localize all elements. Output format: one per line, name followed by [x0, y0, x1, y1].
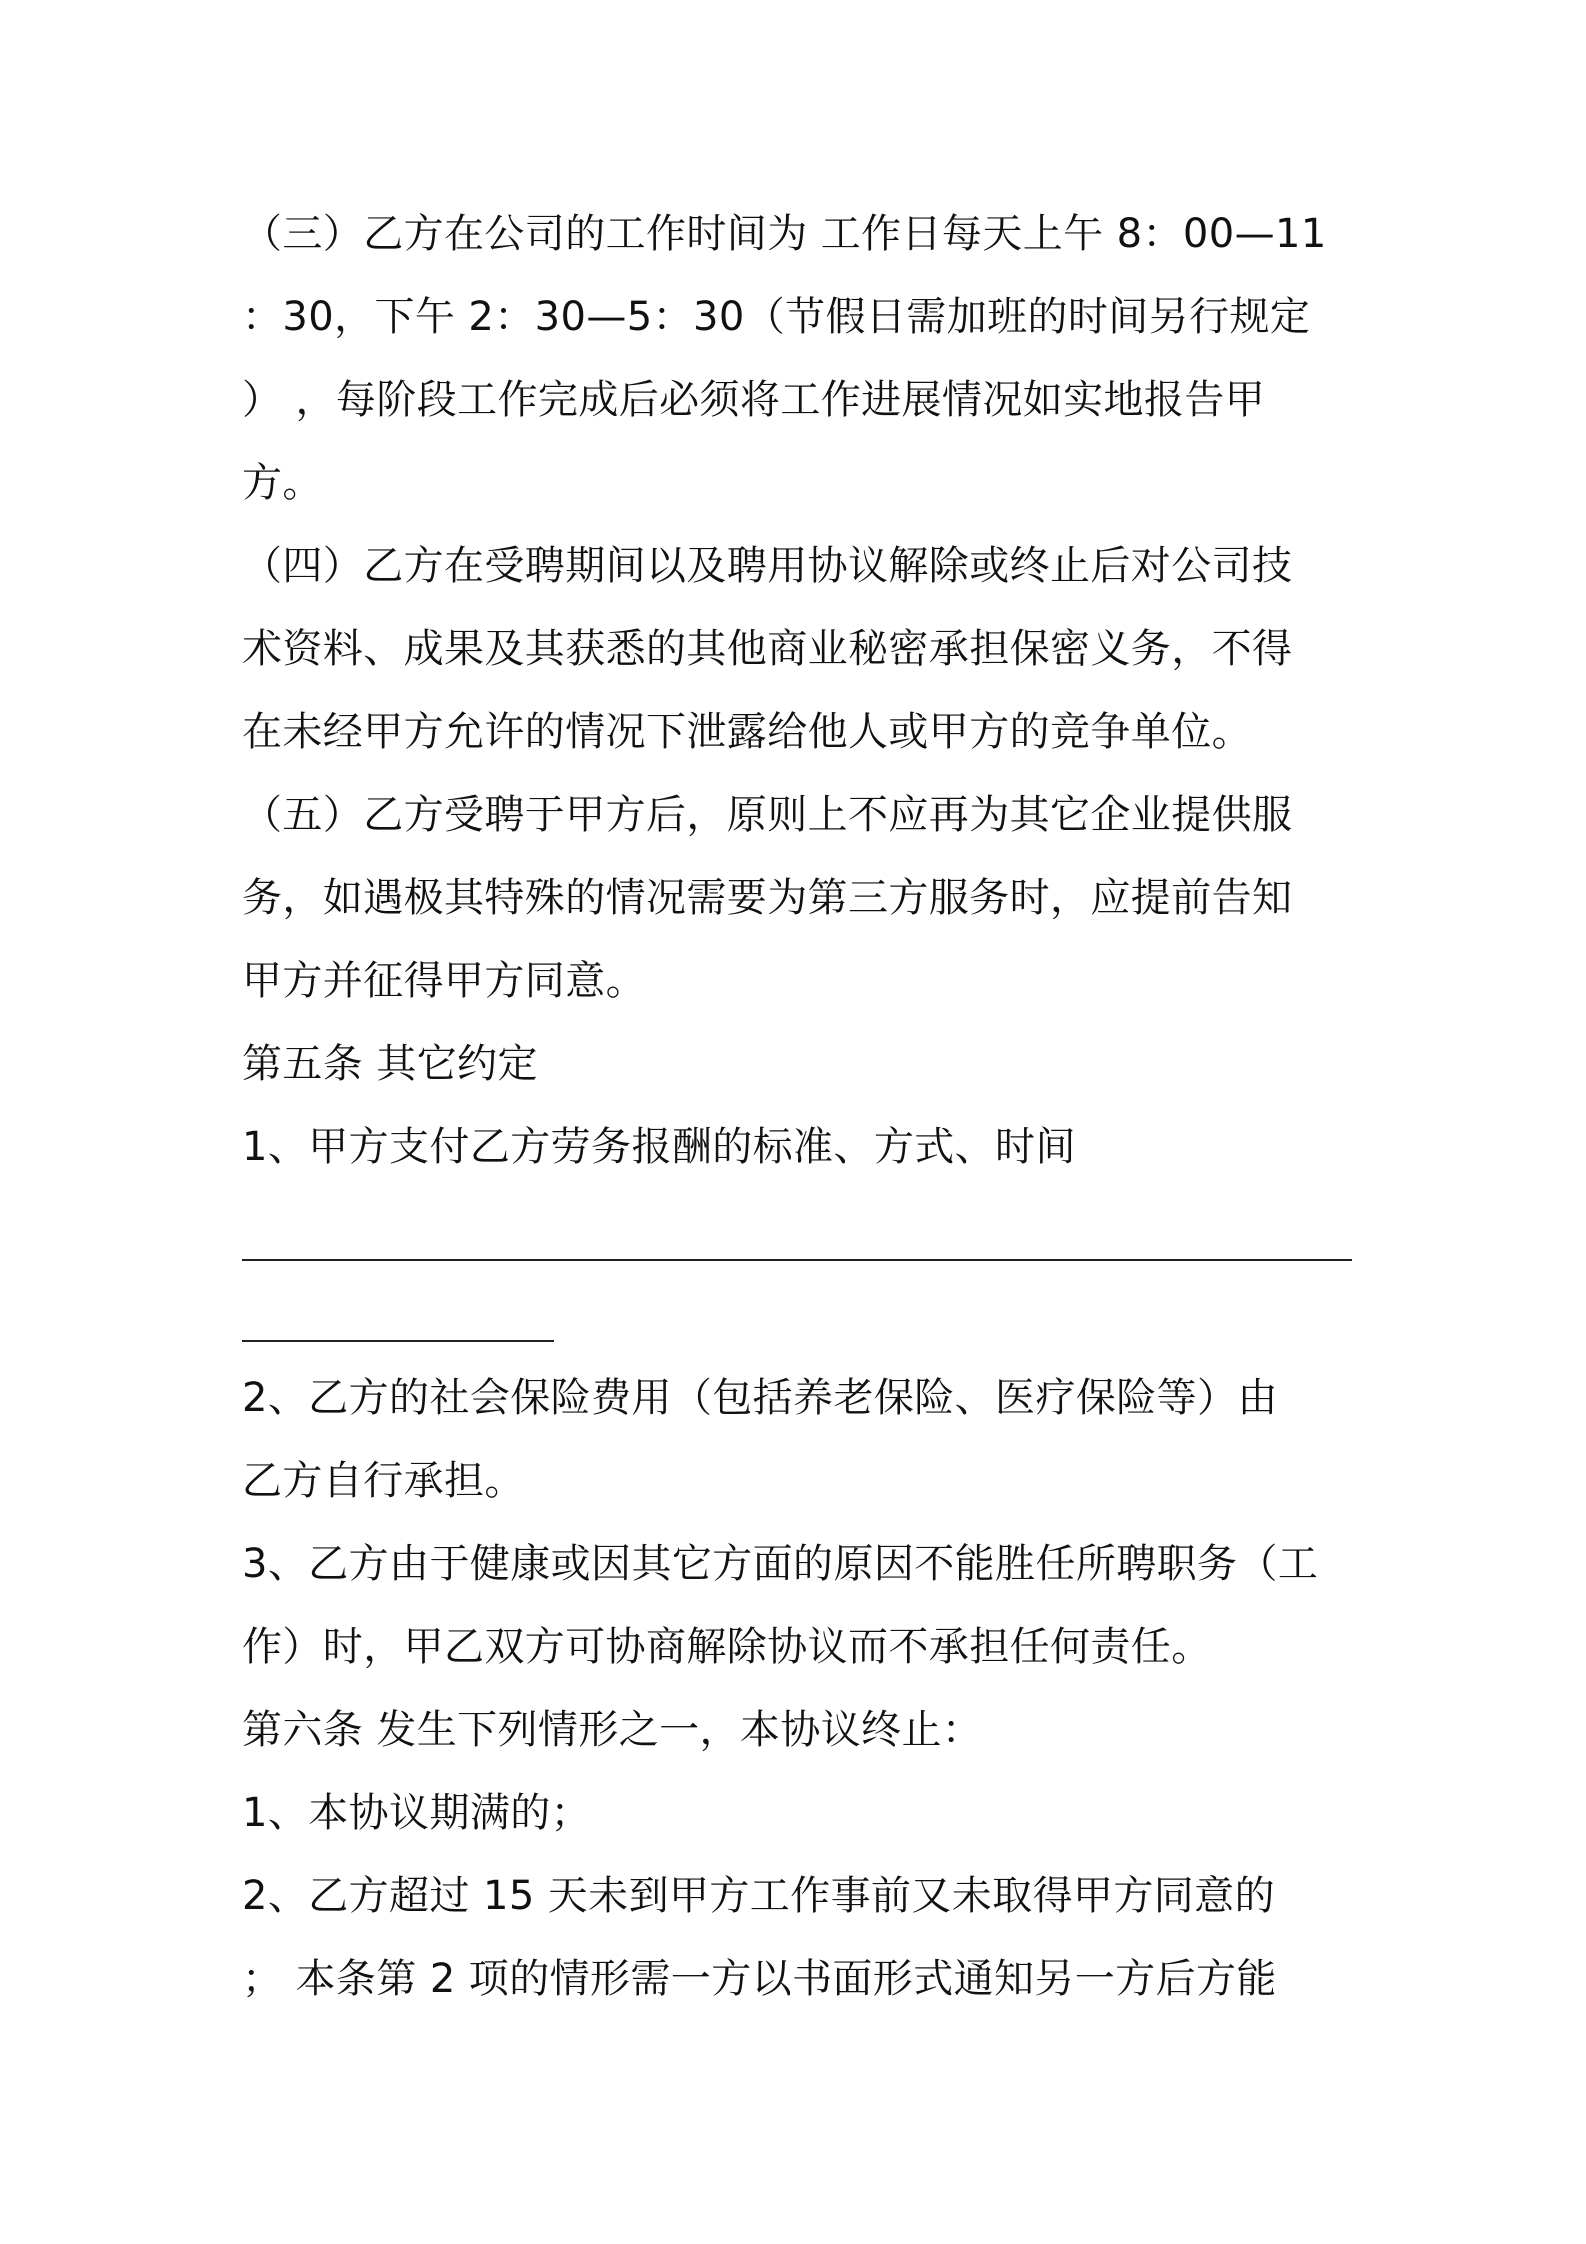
text-line-6: 术资料、成果及其获悉的其他商业秘密承担保密义务，不得: [242, 626, 1293, 672]
text-line-4: 方。: [242, 460, 323, 506]
text-line-8: （五）乙方受聘于甲方后，原则上不应再为其它企业提供服: [242, 792, 1293, 838]
text-line-20: ； 本条第 2 项的情形需一方以书面形式通知另一方后方能: [242, 1956, 1277, 2002]
section-heading-article-5: 第五条 其它约定: [242, 1041, 538, 1087]
text-line-2: ：30，下午 2：30—5：30（节假日需加班的时间另行规定: [242, 294, 1311, 340]
section-heading-article-6: 第六条 发生下列情形之一，本协议终止：: [242, 1707, 983, 1753]
text-line-14: 乙方自行承担。: [242, 1458, 525, 1504]
text-line-5: （四）乙方在受聘期间以及聘用协议解除或终止后对公司技: [242, 543, 1293, 589]
text-line-13: 2、乙方的社会保险费用（包括养老保险、医疗保险等）由: [242, 1375, 1278, 1421]
text-line-9: 务，如遇极其特殊的情况需要为第三方服务时，应提前告知: [242, 875, 1293, 921]
text-line-15: 3、乙方由于健康或因其它方面的原因不能胜任所聘职务（工: [242, 1541, 1319, 1587]
fill-in-blank-line-1: [242, 1259, 1352, 1261]
fill-in-blank-line-2: [242, 1340, 554, 1342]
text-line-1: （三）乙方在公司的工作时间为 工作日每天上午 8：00—11: [242, 211, 1327, 257]
text-line-18: 1、本协议期满的；: [242, 1790, 592, 1836]
text-line-19: 2、乙方超过 15 天未到甲方工作事前又未取得甲方同意的: [242, 1873, 1275, 1919]
text-line-12: 1、甲方支付乙方劳务报酬的标准、方式、时间: [242, 1124, 1076, 1170]
text-line-10: 甲方并征得甲方同意。: [242, 958, 646, 1004]
text-line-16: 作）时，甲乙双方可协商解除协议而不承担任何责任。: [242, 1624, 1212, 1670]
text-line-3: ） ，每阶段工作完成后必须将工作进展情况如实地报告甲: [242, 377, 1266, 423]
text-line-7: 在未经甲方允许的情况下泄露给他人或甲方的竞争单位。: [242, 709, 1252, 755]
